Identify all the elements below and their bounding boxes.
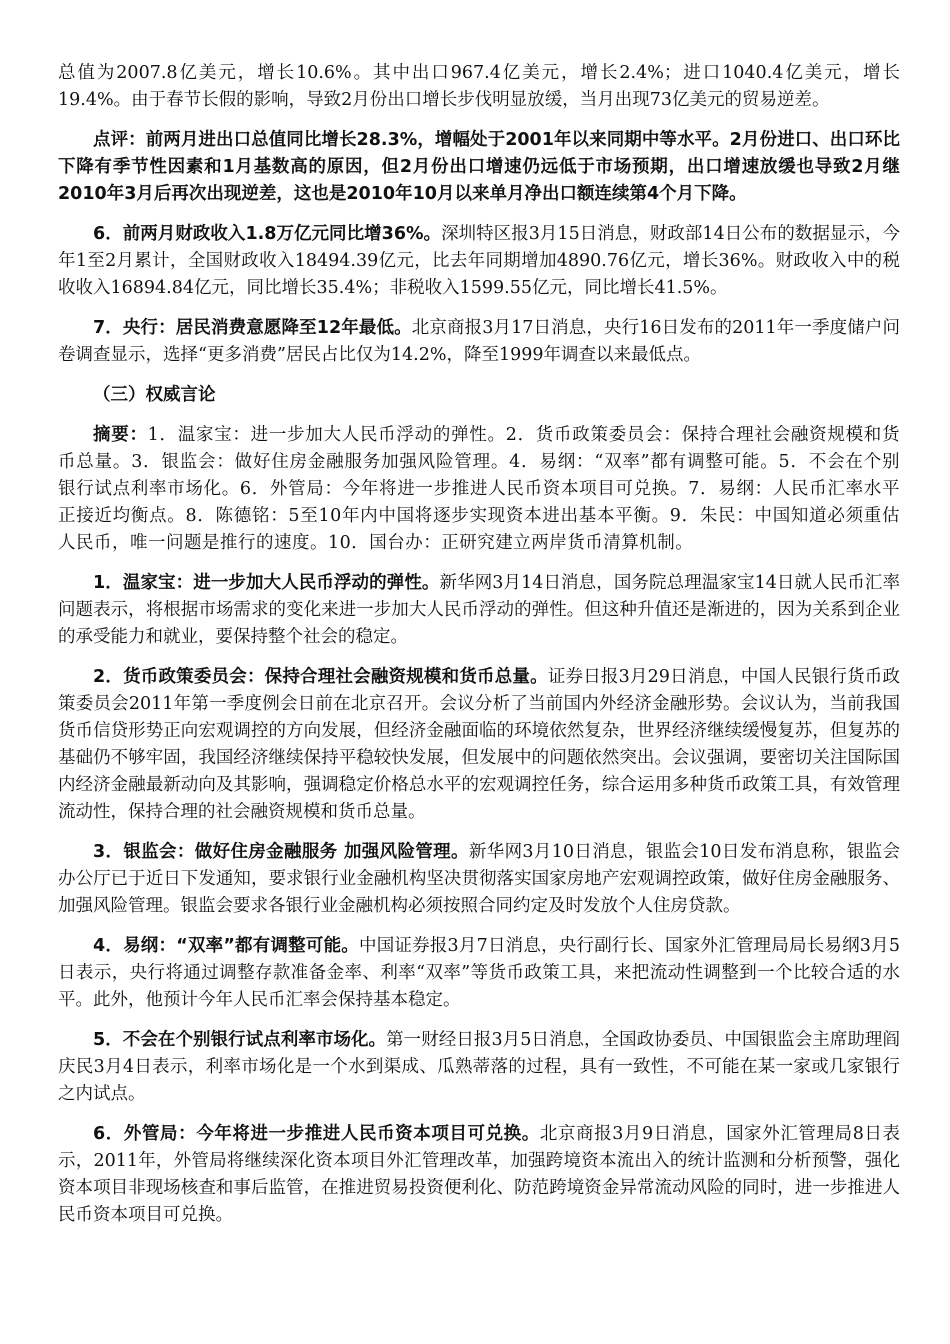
item-7-paragraph (58, 315, 900, 369)
remark-1-paragraph (58, 570, 900, 651)
summary-label: 摘要： (93, 425, 148, 445)
remark-2-title: 2．货币政策委员会：保持合理社会融资规模和货币总量。 (93, 667, 548, 687)
remark-5-body: 第一财经日报3月5日消息，全国政协委员、中国银监会主席助理阎庆民3月4日表示，利率市场化是一个水到渠成、瓜熟蒂落的过程，具有一致性，不可能在某一家或几家银行之内试点。 (58, 1030, 900, 1104)
remark-6-paragraph (58, 1121, 900, 1229)
remark-5-title: 5．不会在个别银行试点利率市场化。 (93, 1030, 387, 1050)
item-6-title: 6．前两月财政收入1.8万亿元同比增36%。 (93, 224, 442, 244)
remark-2-body: 证券日报3月29日消息，中国人民银行货币政策委员会2011年第一季度例会日前在北京召开。会议分析了当前国内外经济金融形势。会议认为，当前我国货币信贷形势正向宏观调控的方向发展，但经济金融面临的环境依然复杂，世界经济继续缓慢复苏，但复苏的基础仍不够牢固，我国经济继续保持平稳较快发展，但发展中的问题依然突出。会议强调，要密切关注国际国内经济金融最新动向及其影响，强调稳定价格总水平的宏观调控任务，综合运用多种货币政策工具，有效管理流动性，保持合理的社会融资规模和货币总量。 (58, 667, 900, 822)
item-7-body: 北京商报3月17日消息，央行16日发布的2011年一季度储户问卷调查显示，选择“更多消费”居民占比仅为14.2%，降至1999年调查以来最低点。 (58, 318, 900, 365)
remark-3-title: 3．银监会：做好住房金融服务 加强风险管理。 (93, 842, 469, 862)
item-7-title: 7．央行：居民消费意愿降至12年最低。 (93, 318, 412, 338)
summary-text: 1．温家宝：进一步加大人民币浮动的弹性。2．货币政策委员会：保持合理社会融资规模和货币总量。3．银监会：做好住房金融服务加强风险管理。4．易纲：“双率”都有调整可能。5．不会在个别银行试点利率市场化。6．外管局：今年将进一步推进人民币资本项目可兑换。7．易纲：人民币汇率水平正接近均衡点。8．陈德铭：5至10年内中国将逐步实现资本进出基本平衡。9．朱民：中国知道必须重估人民币，唯一问题是推行的速度。10．国台办：正研究建立两岸货币清算机制。 (58, 425, 901, 553)
document-body (58, 60, 900, 1229)
comment-paragraph: 点评：前两月进出口总值同比增长28.3%，增幅处于2001年以来同期中等水平。2月份进口、出口环比下降有季节性因素和1月基数高的原因，但2月份出口增速仍远低于市场预期，出口增速放缓也导致2月继2010年3月后再次出现逆差，这也是2010年10月以来单月净出口额连续第4个月下降。 (58, 130, 900, 204)
trade-data-paragraph: 总值为2007.8亿美元，增长10.6%。其中出口967.4亿美元，增长2.4%；进口1040.4亿美元，增长19.4%。由于春节长假的影响，导致2月份出口增长步伐明显放缓，当月出现73亿美元的贸易逆差。 (58, 63, 900, 110)
remark-5-paragraph (58, 1027, 900, 1108)
remark-6-title: 6．外管局：今年将进一步推进人民币资本项目可兑换。 (93, 1124, 540, 1144)
remark-4-title: 4．易纲：“双率”都有调整可能。 (93, 936, 360, 956)
section-heading-authority-remarks: （三）权威言论 (93, 385, 216, 405)
summary-paragraph (58, 422, 900, 557)
item-6-paragraph (58, 221, 900, 302)
remark-6-body: 北京商报3月9日消息，国家外汇管理局8日表示，2011年，外管局将继续深化资本项目外汇管理改革，加强跨境资本流出入的统计监测和分析预警，强化资本项目非现场核查和事后监管，在推进贸易投资便利化、防范跨境资金异常流动风险的同时，进一步推进人民币资本项目可兑换。 (58, 1124, 900, 1225)
remark-4-paragraph (58, 933, 900, 1014)
item-6-body: 深圳特区报3月15日消息，财政部14日公布的数据显示，今年1至2月累计，全国财政收入18494.39亿元，比去年同期增加4890.76亿元，增长36%。财政收入中的税收收入16894.84亿元，同比增长35.4%；非税收入1599.55亿元，同比增长41.5%。 (58, 224, 900, 298)
remark-2-paragraph (58, 664, 900, 826)
remark-4-body: 中国证券报3月7日消息，央行副行长、国家外汇管理局局长易纲3月5日表示，央行将通过调整存款准备金率、利率“双率”等货币政策工具，来把流动性调整到一个比较合适的水平。此外，他预计今年人民币汇率会保持基本稳定。 (58, 936, 900, 1010)
remark-3-body: 新华网3月10日消息，银监会10日发布消息称，银监会办公厅已于近日下发通知，要求银行业金融机构坚决贯彻落实国家房地产宏观调控政策，做好住房金融服务、加强风险管理。银监会要求各银行业金融机构必须按照合同约定及时发放个人住房贷款。 (58, 842, 900, 916)
remark-1-body: 新华网3月14日消息，国务院总理温家宝14日就人民币汇率问题表示，将根据市场需求的变化来进一步加大人民币浮动的弹性。但这种升值还是渐进的，因为关系到企业的承受能力和就业，要保持整个社会的稳定。 (58, 573, 900, 647)
remark-1-title: 1．温家宝：进一步加大人民币浮动的弹性。 (93, 573, 440, 593)
remark-3-paragraph (58, 839, 900, 920)
